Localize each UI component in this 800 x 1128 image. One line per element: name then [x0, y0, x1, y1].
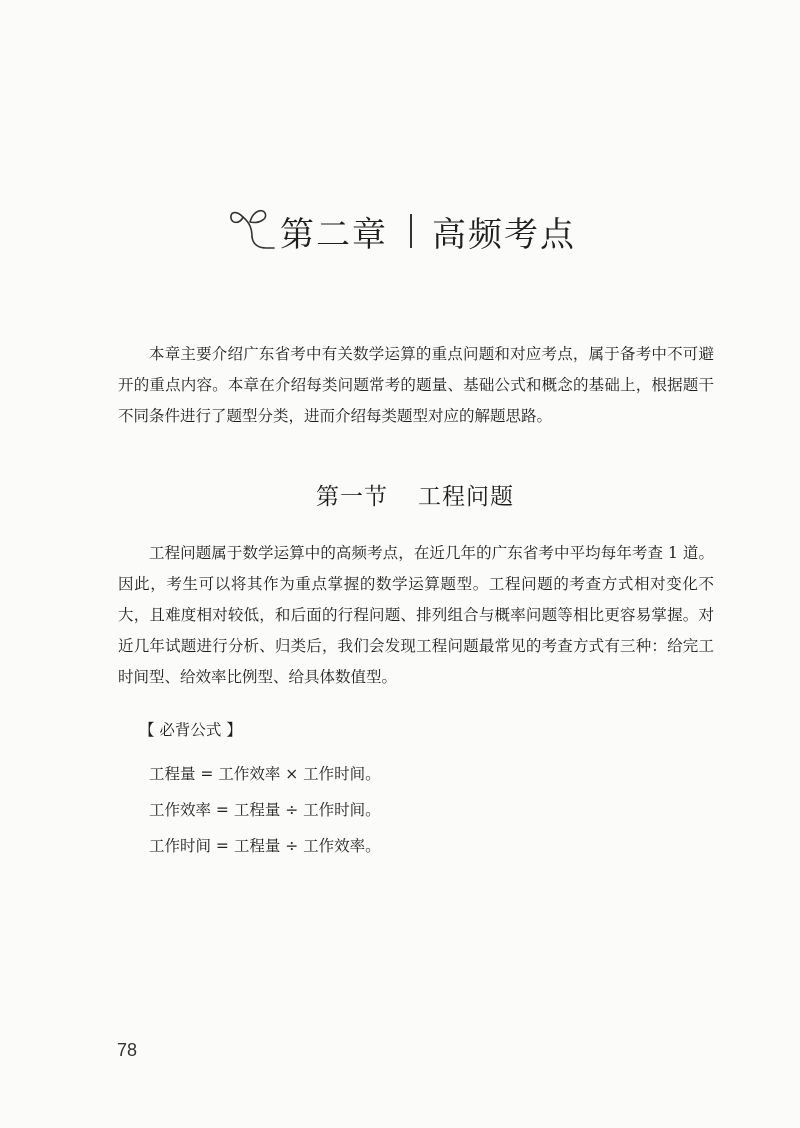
chapter-divider [410, 214, 412, 248]
chapter-title [228, 196, 576, 266]
page-number: 78 [117, 1040, 138, 1060]
section-number: 第一节 [316, 484, 388, 510]
formula-list [149, 756, 381, 864]
formula-work-efficiency: 工作效率 = 工程量 ÷ 工作时间。 [149, 801, 381, 819]
formula-work-time: 工作时间 = 工程量 ÷ 工作效率。 [149, 837, 381, 855]
formula-work-amount: 工程量 = 工作效率 × 工作时间。 [149, 765, 381, 783]
intro-paragraph: 本章主要介绍广东省考中有关数学运算的重点问题和对应考点，属于备考中不可避开的重点内容。本章在介绍每类问题常考的题量、基础公式和概念的基础上，根据题干不同条件进行了题型分类，进而介绍每类题型对应的解题思路。 [118, 345, 714, 425]
chapter-name: 高频考点 [432, 214, 576, 255]
formula-heading: 【 必背公式 】 [139, 721, 242, 739]
section-name: 工程问题 [418, 484, 514, 510]
body-paragraph: 工程问题属于数学运算中的高频考点，在近几年的广东省考中平均每年考查 1 道。因此，考生可以将其作为重点掌握的数学运算题型。工程问题的考查方式相对变化不大，且难度相对较低，和后面的行程问题、排列组合与概率问题等相比更容易掌握。对近几年试题进行分析、归类后，我们会发现工程问题最常见的考查方式有三种：给完工时间型、给效率比例型、给具体数值型。 [118, 544, 714, 686]
chapter-number: 第二章 [280, 214, 388, 255]
section-title [0, 478, 800, 511]
sprout-icon [228, 203, 280, 259]
